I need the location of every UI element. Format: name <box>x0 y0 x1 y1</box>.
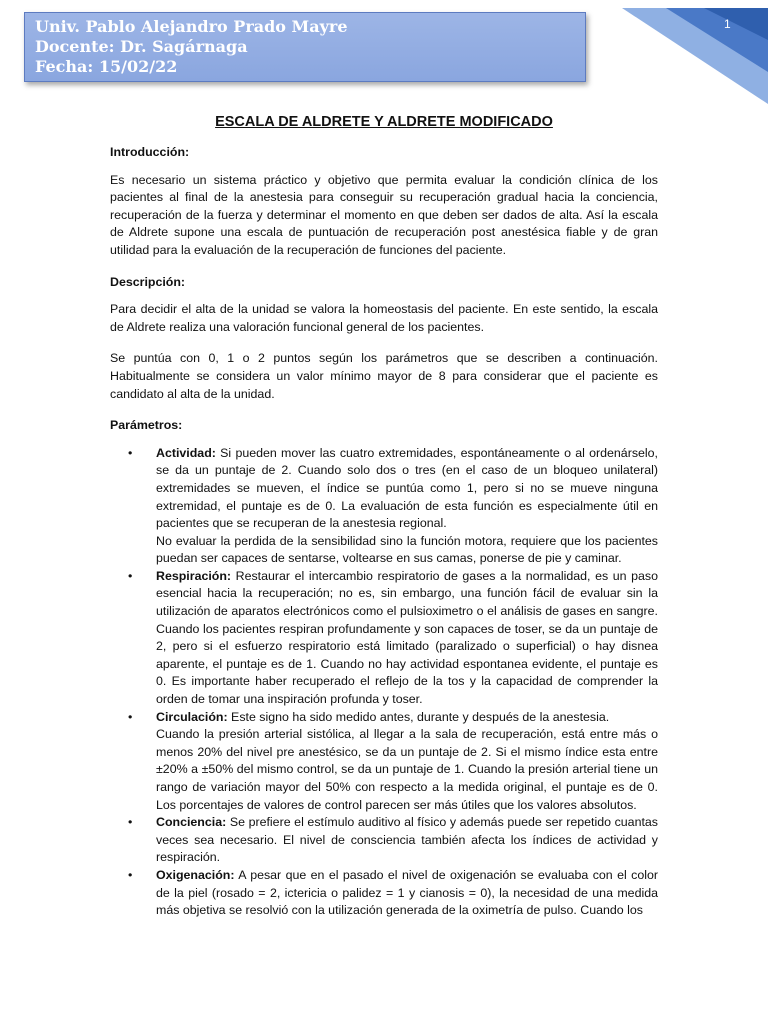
description-heading: Descripción: <box>110 274 186 289</box>
bullet-icon: • <box>128 709 133 724</box>
intro-paragraph: Es necesario un sistema práctico y objetivo que permita evaluar la condición clínica de los pacientes al final de la anestesia para conseguir su recuperación gradual hacia la conciencia, recuperación de la fuerza y determinar el momento en que deben ser dados de alta. Así la escala de Aldrete supone una escala de puntuación de recuperación post anestésica fiable y de gran utilidad para la evaluación de la recuperación de funciones del paciente. <box>110 172 658 257</box>
description-paragraph-2: Se puntúa con 0, 1 o 2 puntos según los parámetros que se describen a continuación. Habitualmente se considera un valor mínimo mayor de 8 para considerar que el paciente es candidato al alta de la unidad. <box>110 351 658 401</box>
param-text: Este signo ha sido medido antes, durante y después de la anestesia. <box>227 709 610 724</box>
description-paragraph-1: Para decidir el alta de la unidad se valora la homeostasis del paciente. En este sentido, la escala de Aldrete realiza una valoración funcional general de los pacientes. <box>110 302 658 334</box>
list-item <box>110 814 658 867</box>
param-text: Se prefiere el estímulo auditivo al físico y además puede ser repetido cuantas veces sea necesario. El nivel de consciencia también afecta los índices de actividad y respiración. <box>156 815 658 865</box>
header-box <box>24 12 586 82</box>
parameters-heading: Parámetros: <box>110 418 183 433</box>
corner-decoration <box>608 0 768 110</box>
bullet-icon: • <box>128 445 133 460</box>
intro-heading: Introducción: <box>110 145 190 159</box>
document-title: ESCALA DE ALDRETE Y ALDRETE MODIFICADO <box>215 114 553 130</box>
date-line: Fecha: 15/02/22 <box>35 57 178 76</box>
bullet-icon: • <box>128 815 133 830</box>
param-term: Oxigenación: <box>156 867 235 882</box>
list-item <box>110 568 658 709</box>
parameters-list <box>110 445 658 920</box>
param-term: Circulación: <box>156 709 228 724</box>
param-term: Conciencia: <box>156 815 227 830</box>
bullet-icon: • <box>128 568 133 583</box>
list-item <box>110 709 658 815</box>
bullet-icon: • <box>128 867 133 882</box>
document-body <box>110 144 658 920</box>
param-term: Respiración: <box>156 568 232 583</box>
page-number: 1 <box>724 17 731 31</box>
list-item <box>110 445 658 568</box>
param-text: Si pueden mover las cuatro extremidades, espontáneamente o al ordenárselo, se da un puntaje de 2. Cuando solo dos o tres (en el caso de un bloqueo unilateral) extremidades se mueven, el índice se puntúa como 1, pero si no se mueve ninguna extremidad, el puntaje es de 0. La evaluación de esta función es especialmente útil en pacientes que se recuperan de la anestesia regional. <box>156 445 658 531</box>
param-term: Actividad: <box>156 445 216 460</box>
list-item <box>110 867 658 920</box>
param-text: Restaurar el intercambio respiratorio de gases a la normalidad, es un paso esencial hacia la recuperación; no es, sin embargo, una función fácil de evaluar sin la utilización de aparatos electrónicos como el pulsioximetro o el análisis de gases en sangre. Cuando los pacientes respiran profundamente y son capaces de toser, se da un puntaje de 2, pero si el esfuerzo respiratorio está limitado (paralizado o superficial) o hay disnea aparente, el puntaje es de 1. Cuando no hay actividad espontanea evidente, el puntaje es 0. Es importante haber recuperado el reflejo de la tos y la capacidad de comprender la orden de tomar una inspiración profunda y toser. <box>156 568 658 707</box>
param-extra: No evaluar la perdida de la sensibilidad sino la función motora, requiere que los pacientes puedan ser capaces de sentarse, voltearse en sus camas, ponerse de pie y caminar. <box>156 533 658 566</box>
author-line: Univ. Pablo Alejandro Prado Mayre <box>35 17 348 36</box>
param-extra: Cuando la presión arterial sistólica, al llegar a la sala de recuperación, está entre más o menos 20% del nivel pre anestésico, se da un puntaje de 2. Si el mismo índice esta entre ±20% a ±50% del mismo control, se da un puntaje de 1. Cuando la presión arterial tiene un rango de variación mayor del 50% con respecto a la medida original, el puntaje es de 0. Los porcentajes de valores de control parecen ser más útiles que los valores absolutos. <box>156 727 658 812</box>
teacher-line: Docente: Dr. Sagárnaga <box>35 37 248 56</box>
param-text: A pesar que en el pasado el nivel de oxigenación se evaluaba con el color de la piel (rosado = 2, ictericia o palidez = 1 y cianosis = 0), la necesidad de una medida más objetiva se resolvió con la utilización generada de la oximetría de pulso. Cuando los <box>156 867 658 918</box>
